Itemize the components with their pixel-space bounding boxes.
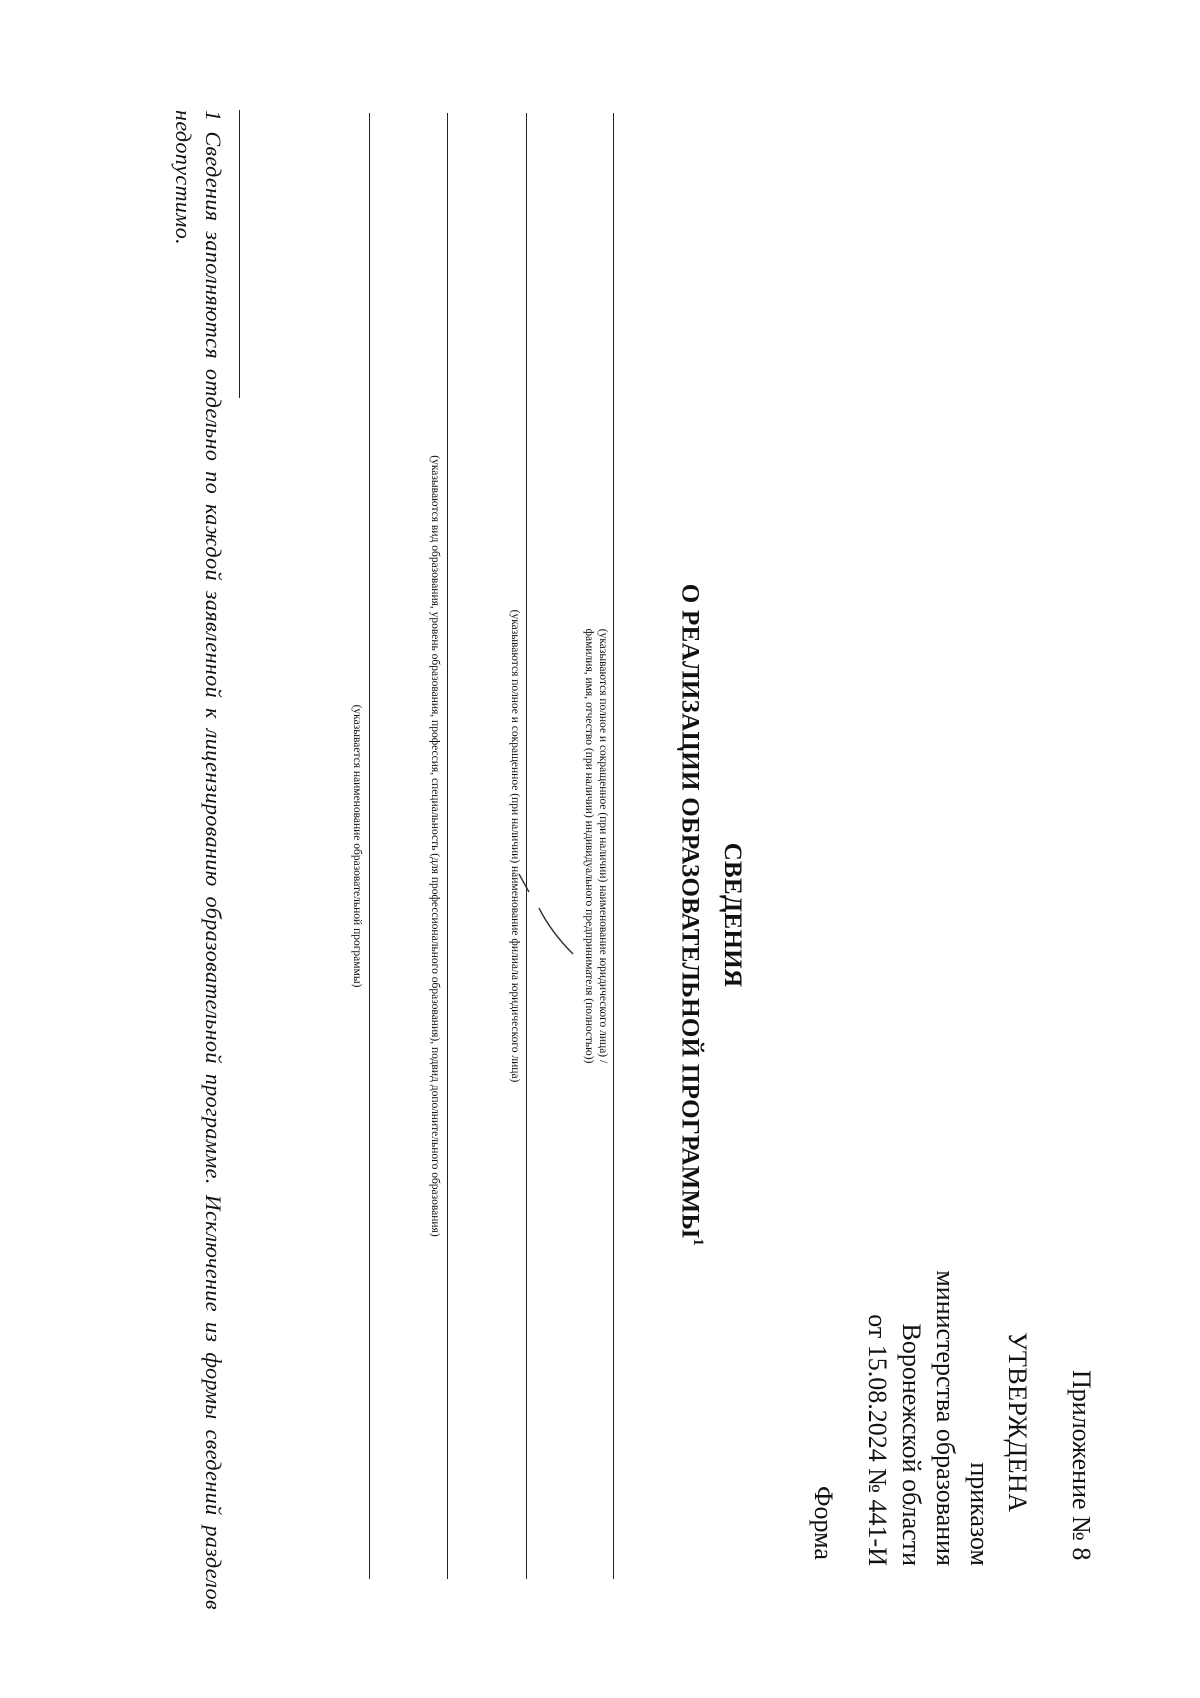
order-line: министерства образования	[931, 1270, 960, 1566]
caption-branch	[508, 113, 522, 1579]
title-line-1: СВЕДЕНИЯ	[719, 842, 746, 988]
fill-line-legal-entity[interactable]	[613, 113, 614, 1579]
caption-legal-entity	[582, 113, 610, 1579]
caption-line: (указывается наименование образовательной программы)	[351, 704, 363, 988]
order-line: Воронежской области	[897, 1323, 926, 1566]
fill-line-education-type[interactable]	[447, 113, 448, 1579]
approved-label: УТВЕРЖДЕНА	[1003, 1332, 1032, 1513]
caption-education-type	[428, 113, 442, 1579]
fill-line-branch[interactable]	[526, 113, 527, 1579]
footnote-text: 1 Сведения заполняются отдельно по каждой заявленной к лицензированию образовательной программе. Исключение из формы сведений разделов недопустимо.	[171, 110, 226, 1610]
caption-program-name	[350, 113, 364, 1579]
appendix-label: Приложение № 8	[1067, 1370, 1096, 1561]
order-line: от 15.08.2024 № 441-И	[863, 1314, 892, 1566]
document-title	[672, 370, 750, 1460]
fill-line-program-name[interactable]	[369, 113, 370, 1579]
caption-line: (указываются полное и сокращенное (при наличии) наименование юридического лица) /	[597, 628, 609, 1064]
title-line-2-text: О РЕАЛИЗАЦИИ ОБРАЗОВАТЕЛЬНОЙ ПРОГРАММЫ	[676, 583, 704, 1239]
form-label: Форма	[809, 1486, 838, 1560]
caption-line: фамилия, имя, отчество (при наличии) индивидуального предпринимателя (полностью))	[583, 628, 595, 1064]
footnote-divider	[239, 110, 240, 398]
caption-line: (указываются полное и сокращенное (при наличии) наименование филиала юридического лица)	[509, 609, 521, 1083]
order-line: приказом	[965, 1462, 994, 1566]
title-line-2	[672, 370, 714, 1460]
pen-mark-icon	[515, 870, 575, 970]
order-block	[860, 1200, 996, 1566]
caption-line: (указываются вид образования, уровень образования, профессия, специальность (для профессионального образования), подвид дополнительного образования)	[429, 455, 441, 1237]
footnote-reference: 1	[690, 1238, 706, 1247]
